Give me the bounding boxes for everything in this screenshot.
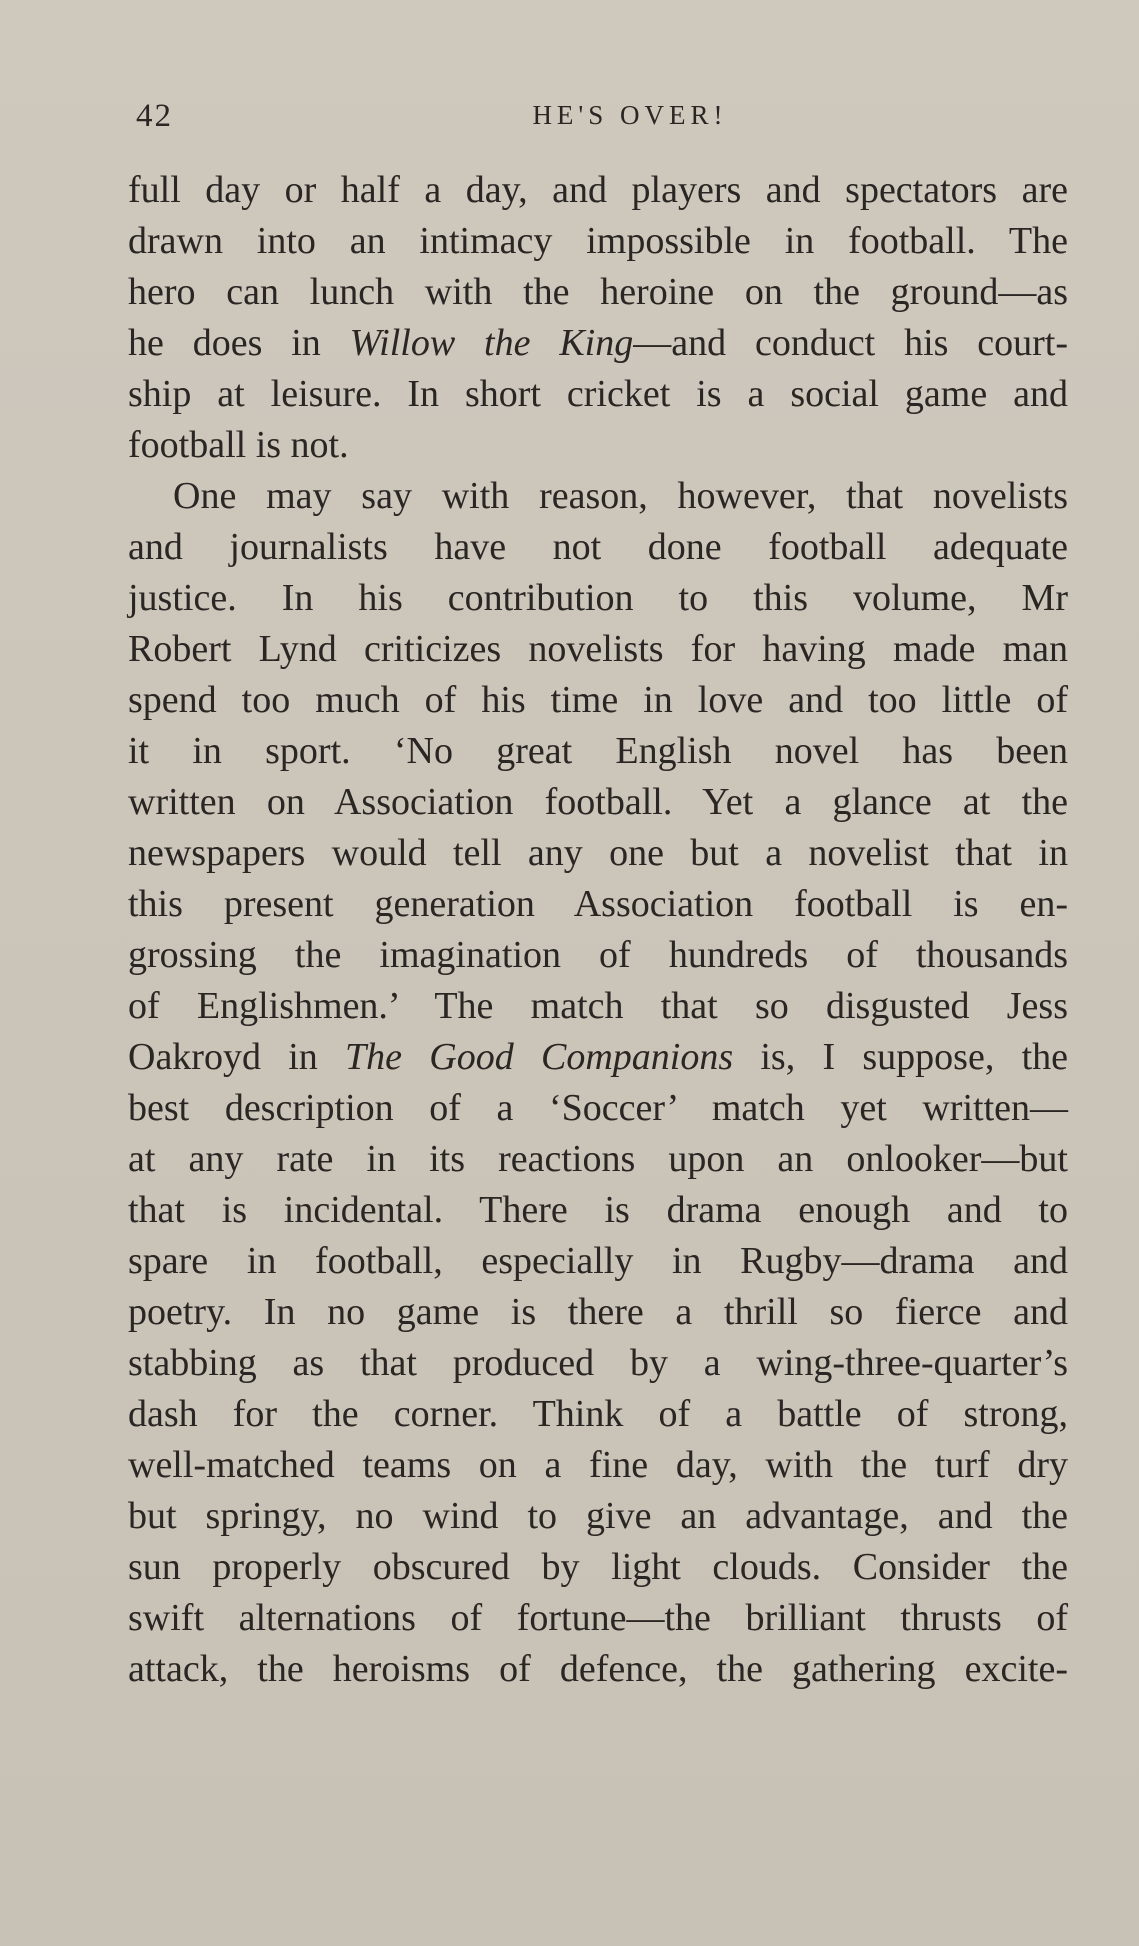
text-line: well-matched teams on a fine day, with the turf dry (128, 1444, 1068, 1486)
body-text (128, 165, 1068, 1695)
text-line: spend too much of his time in love and too little of (128, 679, 1068, 721)
text-line: hero can lunch with the heroine on the ground—as (128, 271, 1068, 313)
text-line: ship at leisure. In short cricket is a social game and (128, 373, 1068, 415)
italic-title: The Good Companions (345, 1036, 734, 1078)
text-line (128, 318, 1068, 369)
text-line: football is not. (128, 424, 349, 466)
text-line: this present generation Association football is en- (128, 883, 1068, 925)
text-line: it in sport. ‘No great English novel has been (128, 730, 1068, 772)
line-segment: —and conduct his court- (633, 322, 1069, 364)
text-line: drawn into an intimacy impossible in football. The (128, 220, 1068, 262)
text-line: at any rate in its reactions upon an onlooker—but (128, 1138, 1068, 1180)
line-segment: is, I suppose, the (733, 1036, 1068, 1078)
italic-title: Willow the King (349, 322, 634, 364)
text-line: of Englishmen.’ The match that so disgusted Jess (128, 985, 1068, 1027)
text-line: best description of a ‘Soccer’ match yet written— (128, 1087, 1068, 1129)
text-line: newspapers would tell any one but a novelist that in (128, 832, 1068, 874)
line-segment: Oakroyd in (128, 1036, 346, 1078)
text-line: attack, the heroisms of defence, the gathering excite- (128, 1648, 1068, 1690)
text-line: and journalists have not done football adequate (128, 526, 1068, 568)
text-line: spare in football, especially in Rugby—drama and (128, 1240, 1068, 1282)
text-line: Robert Lynd criticizes novelists for having made man (128, 628, 1068, 670)
text-line: but springy, no wind to give an advantage, and the (128, 1495, 1068, 1537)
text-line: stabbing as that produced by a wing-three-quarter’s (128, 1342, 1068, 1384)
text-line: sun properly obscured by light clouds. Consider the (128, 1546, 1068, 1588)
text-line: grossing the imagination of hundreds of thousands (128, 934, 1068, 976)
text-line: justice. In his contribution to this volume, Mr (128, 577, 1068, 619)
running-head: HE'S OVER! (532, 100, 728, 130)
text-line: full day or half a day, and players and spectators are (128, 169, 1068, 211)
text-line: swift alternations of fortune—the brilliant thrusts of (128, 1597, 1068, 1639)
text-line: poetry. In no game is there a thrill so fierce and (128, 1291, 1068, 1333)
line-segment: he does in (128, 322, 350, 364)
text-line (128, 1032, 1068, 1083)
text-line: that is incidental. There is drama enough and to (128, 1189, 1068, 1231)
page-header (130, 98, 1070, 144)
text-line: One may say with reason, however, that novelists (173, 475, 1068, 517)
text-line: dash for the corner. Think of a battle of strong, (128, 1393, 1068, 1435)
text-line: written on Association football. Yet a glance at the (128, 781, 1068, 823)
page-number: 42 (136, 98, 173, 134)
